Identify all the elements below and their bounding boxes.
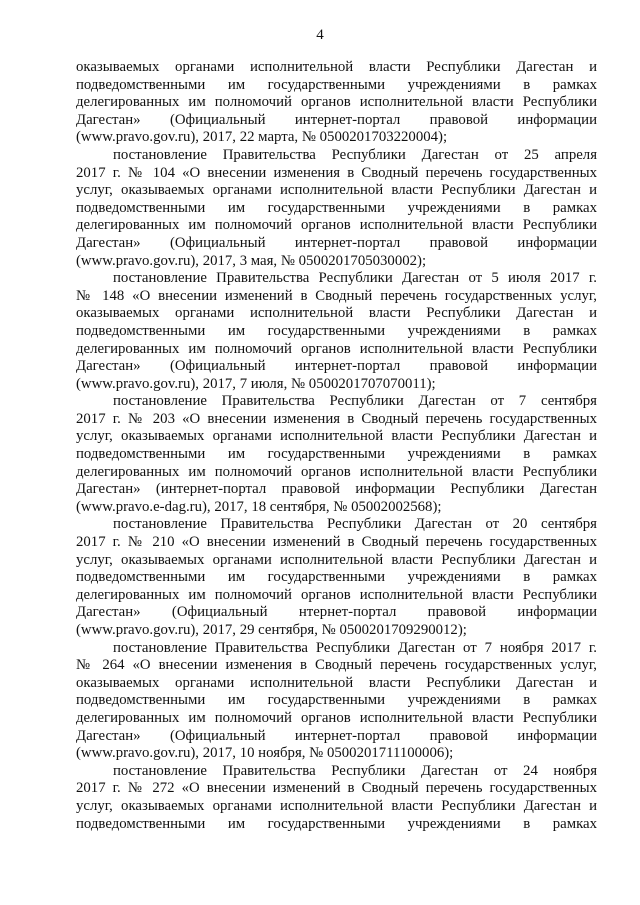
text-line: Дагестан» (Официальный интернет-портал правовой информации [76, 111, 597, 128]
text-line: оказываемых органами исполнительной власти Республики Дагестан и [76, 674, 597, 691]
text-line: подведомственными им государственными учреждениями в рамках [76, 76, 597, 93]
text-line: оказываемых органами исполнительной власти Республики Дагестан и [76, 59, 597, 75]
text-line: подведомственными им государственными учреждениями в рамках [76, 569, 597, 586]
text-line: (www.pravo.gov.ru), 2017, 29 сентября, № 0500201709290012); [76, 622, 467, 638]
paragraph-first-line: постановление Правительства Республики Дагестан от 24 ноября [113, 762, 597, 779]
text-line: подведомственными им государственными учреждениями в рамках [76, 446, 597, 463]
text-line: Дагестан» (интернет-портал правовой информации Республики Дагестан [76, 481, 597, 498]
text-line: подведомственными им государственными учреждениями в рамках [76, 692, 597, 709]
text-line: делегированных им полномочий органов исполнительной власти Республики [76, 94, 597, 111]
text-line: делегированных им полномочий органов исполнительной власти Республики [76, 217, 597, 234]
text-line: услуг, оказываемых органами исполнительной власти Республики Дагестан и [76, 551, 597, 568]
text-line: № 264 «О внесении изменения в Сводный перечень государственных услуг, [76, 657, 597, 674]
text-line: (www.pravo.gov.ru), 2017, 7 июля, № 0500201707070011); [76, 375, 436, 392]
document-body [76, 59, 597, 833]
text-line: делегированных им полномочий органов исполнительной власти Республики [76, 463, 597, 480]
text-line: Дагестан» (Официальный нтернет-портал правовой информации [76, 604, 597, 621]
paragraph-first-line: постановление Правительства Республики Дагестан от 25 апреля [113, 146, 597, 163]
text-line: 2017 г. № 210 «О внесении изменений в Сводный перечень государственных [76, 534, 597, 551]
text-line: делегированных им полномочий органов исполнительной власти Республики [76, 709, 597, 726]
text-line: делегированных им полномочий органов исполнительной власти Республики [76, 586, 597, 603]
page-number: 4 [316, 27, 324, 43]
text-line: услуг, оказываемых органами исполнительной власти Республики Дагестан и [76, 182, 597, 199]
text-line: № 148 «О внесении изменений в Сводный перечень государственных услуг, [76, 287, 597, 304]
paragraph-first-line: постановление Правительства Республики Дагестан от 7 ноября 2017 г. [113, 639, 597, 656]
text-line: Дагестан» (Официальный интернет-портал правовой информации [76, 358, 597, 375]
text-line: делегированных им полномочий органов исполнительной власти Республики [76, 340, 597, 357]
text-line: подведомственными им государственными учреждениями в рамках [76, 322, 597, 339]
text-line: (www.pravo.gov.ru), 2017, 10 ноября, № 0500201711100006); [76, 745, 454, 762]
text-line: (www.pravo.gov.ru), 2017, 22 марта, № 0500201703220004); [76, 129, 448, 146]
text-line: 2017 г. № 203 «О внесении изменения в Сводный перечень государственных [76, 410, 597, 427]
text-line: (www.pravo.e-dag.ru), 2017, 18 сентября, № 05002002568); [76, 498, 442, 515]
paragraph-first-line: постановление Правительства Республики Дагестан от 20 сентября [113, 516, 597, 533]
text-line: 2017 г. № 104 «О внесении изменения в Сводный перечень государственных [76, 164, 597, 181]
text-line: 2017 г. № 272 «О внесении изменений в Сводный перечень государственных [76, 780, 597, 797]
paragraph-first-line: постановление Правительства Республики Дагестан от 7 сентября [113, 393, 597, 410]
text-line: Дагестан» (Официальный интернет-портал правовой информации [76, 727, 597, 744]
text-line: подведомственными им государственными учреждениями в рамках [76, 815, 597, 832]
paragraph-first-line: постановление Правительства Республики Дагестан от 5 июля 2017 г. [113, 270, 597, 287]
text-line: подведомственными им государственными учреждениями в рамках [76, 199, 597, 216]
text-line: услуг, оказываемых органами исполнительной власти Республики Дагестан и [76, 428, 597, 445]
text-line: Дагестан» (Официальный интернет-портал правовой информации [76, 234, 597, 251]
text-line: оказываемых органами исполнительной власти Республики Дагестан и [76, 305, 597, 322]
text-line: (www.pravo.gov.ru), 2017, 3 мая, № 0500201705030002); [76, 252, 427, 269]
text-line: услуг, оказываемых органами исполнительной власти Республики Дагестан и [76, 797, 597, 814]
